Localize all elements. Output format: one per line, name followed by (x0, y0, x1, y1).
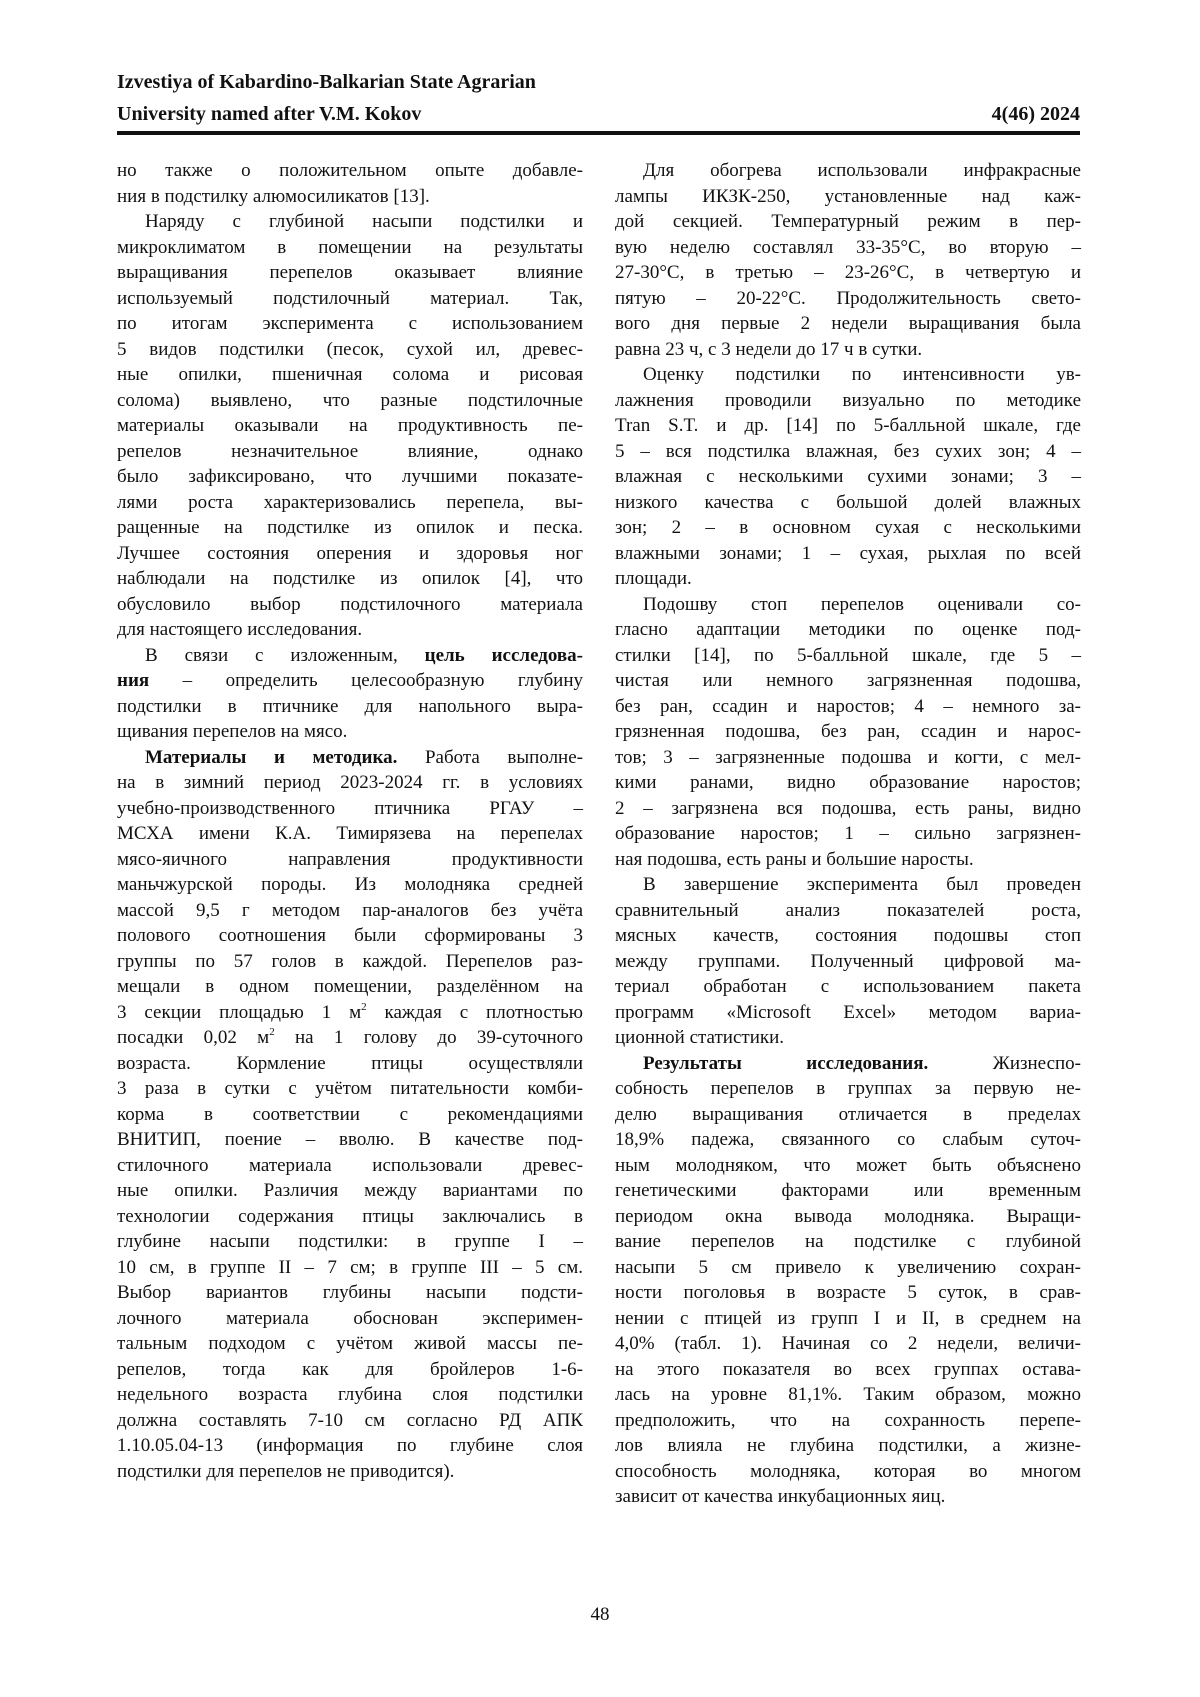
text-line: мясных качеств, состояния подошвы стоп (615, 923, 1081, 949)
text-line: Оценку подстилки по интенсивности ув- (615, 362, 1081, 388)
text-line (117, 643, 583, 669)
paragraph (615, 158, 1081, 362)
paragraph (615, 592, 1081, 873)
text-line: 10 см, в группе II – 7 см; в группе III – 5 см. (117, 1255, 583, 1281)
text-line: пятую – 20-22°С. Продолжительность свето- (615, 286, 1081, 312)
text-line: лов влияла не глубина подстилки, а жизне- (615, 1433, 1081, 1459)
text-run: Жизнеспо- (928, 1053, 1081, 1074)
text-line: лампы ИКЗК-250, установленные над каж- (615, 184, 1081, 210)
text-run: Работа выполне- (397, 747, 583, 768)
text-line: ная подошва, есть раны и большие наросты. (615, 847, 1081, 873)
text-line: образование наростов; 1 – сильно загрязнен- (615, 821, 1081, 847)
text-line: солома) выявлено, что разные подстилочные (117, 388, 583, 414)
text-line: 27-30°С, в третью – 23-26°С, в четвертую и (615, 260, 1081, 286)
text-line: репелов незначительное влияние, однако (117, 439, 583, 465)
text-line (117, 1025, 583, 1051)
text-line: учебно-производственного птичника РГАУ – (117, 796, 583, 822)
text-line: без ран, ссадин и наростов; 4 – немного за- (615, 694, 1081, 720)
text-line: мещали в одном помещении, разделённом на (117, 974, 583, 1000)
paragraph (117, 745, 583, 1485)
text-line: маньчжурской породы. Из молодняка средней (117, 872, 583, 898)
text-line: кими ранами, видно образование наростов; (615, 770, 1081, 796)
text-line: обусловило выбор подстилочного материала (117, 592, 583, 618)
text-line (117, 745, 583, 771)
text-line: вого дня первые 2 недели выращивания была (615, 311, 1081, 337)
text-line: ционной статистики. (615, 1025, 1081, 1051)
text-line: используемый подстилочный материал. Так, (117, 286, 583, 312)
text-line: Выбор вариантов глубины насыпи подсти- (117, 1280, 583, 1306)
right-column (615, 158, 1081, 1510)
paragraph (615, 872, 1081, 1051)
text-line: мясо-яичного направления продуктивности (117, 847, 583, 873)
text-line: недельного возраста глубина слоя подстилки (117, 1382, 583, 1408)
text-line: равна 23 ч, с 3 недели до 17 ч в сутки. (615, 337, 1081, 363)
paragraph (615, 1051, 1081, 1510)
text-line: на этого показателя во всех группах остава- (615, 1357, 1081, 1383)
page-number: 48 (0, 1604, 1200, 1626)
text-line: стилочного материала использовали древес- (117, 1153, 583, 1179)
text-line: чистая или немного загрязненная подошва, (615, 668, 1081, 694)
text-line: МСХА имени К.А. Тимирязева на перепелах (117, 821, 583, 847)
text-run: каждая с плотностью (367, 1002, 583, 1023)
text-line: программ «Microsoft Excel» методом вариа- (615, 1000, 1081, 1026)
text-line: вание перепелов на подстилке с глубиной (615, 1229, 1081, 1255)
text-line: лями роста характеризовались перепела, вы- (117, 490, 583, 516)
text-line: ные опилки, пшеничная солома и рисовая (117, 362, 583, 388)
text-line: влажная с несколькими сухими зонами; 3 – (615, 464, 1081, 490)
bold-text: Материалы и методика. (145, 747, 397, 768)
header-divider (117, 131, 1080, 135)
bold-text: ния (117, 670, 149, 691)
text-line: Tran S.T. и др. [14] по 5-балльной шкале, где (615, 413, 1081, 439)
text-line: тальным подходом с учётом живой массы пе- (117, 1331, 583, 1357)
text-line: корма в соответствии с рекомендациями (117, 1102, 583, 1128)
text-line: материалы оказывали на продуктивность пе- (117, 413, 583, 439)
text-line: группы по 57 голов в каждой. Перепелов раз- (117, 949, 583, 975)
text-line: генетическими факторами или временным (615, 1178, 1081, 1204)
text-line: териал обработан с использованием пакета (615, 974, 1081, 1000)
text-line: ВНИТИП, поение – вволю. В качестве под- (117, 1127, 583, 1153)
journal-title-line2: University named after V.M. Kokov (117, 98, 1080, 130)
issue-number: 4(46) 2024 (992, 98, 1080, 130)
text-line: 5 видов подстилки (песок, сухой ил, древес- (117, 337, 583, 363)
text-line: сравнительный анализ показателей роста, (615, 898, 1081, 924)
text-line: 2 – загрязнена вся подошва, есть раны, видно (615, 796, 1081, 822)
bold-text: цель исследова- (425, 645, 583, 666)
text-line: Наряду с глубиной насыпи подстилки и (117, 209, 583, 235)
text-line: дой секцией. Температурный режим в пер- (615, 209, 1081, 235)
text-line: ные опилки. Различия между вариантами по (117, 1178, 583, 1204)
text-line: 3 раза в сутки с учётом питательности комби- (117, 1076, 583, 1102)
text-line: на в зимний период 2023-2024 гг. в условиях (117, 770, 583, 796)
text-line: площади. (615, 566, 1081, 592)
text-line: Лучшее состояния оперения и здоровья ног (117, 541, 583, 567)
text-line: 5 – вся подстилка влажная, без сухих зон; 4 – (615, 439, 1081, 465)
text-run: – определить целесообразную глубину (149, 670, 583, 691)
text-run: В связи с изложенным, (145, 645, 425, 666)
text-line: выращивания перепелов оказывает влияние (117, 260, 583, 286)
text-line (117, 1000, 583, 1026)
text-line: технологии содержания птицы заключались в (117, 1204, 583, 1230)
text-line (117, 668, 583, 694)
text-line: вую неделю составлял 33-35°С, во вторую – (615, 235, 1081, 261)
text-line: должна составлять 7-10 см согласно РД АПК (117, 1408, 583, 1434)
text-line: тов; 3 – загрязненные подошва и когти, с мел- (615, 745, 1081, 771)
superscript: 2 (361, 1001, 367, 1013)
text-line: делю выращивания отличается в пределах (615, 1102, 1081, 1128)
text-line: В завершение эксперимента был проведен (615, 872, 1081, 898)
text-line: глубине насыпи подстилки: в группе I – (117, 1229, 583, 1255)
paragraph (117, 158, 583, 209)
running-header (117, 66, 1080, 130)
text-line: Подошву стоп перепелов оценивали со- (615, 592, 1081, 618)
text-line: предположить, что на сохранность перепе- (615, 1408, 1081, 1434)
text-line: подстилки для перепелов не приводится). (117, 1459, 583, 1485)
paragraph (117, 209, 583, 643)
text-line: лась на уровне 81,1%. Таким образом, можно (615, 1382, 1081, 1408)
text-line: по итогам эксперимента с использованием (117, 311, 583, 337)
text-line: лочного материала обоснован эксперимен- (117, 1306, 583, 1332)
text-line: массой 9,5 г методом пар-аналогов без учёта (117, 898, 583, 924)
text-line: ния в подстилку алюмосиликатов [13]. (117, 184, 583, 210)
text-run: 3 секции площадью 1 м (117, 1002, 361, 1023)
text-line: ращенные на подстилке из опилок и песка. (117, 515, 583, 541)
text-line: грязненная подошва, без ран, ссадин и нарос- (615, 719, 1081, 745)
text-line: насыпи 5 см привело к увеличению сохран- (615, 1255, 1081, 1281)
text-line: микроклиматом в помещении на результаты (117, 235, 583, 261)
text-line: щивания перепелов на мясо. (117, 719, 583, 745)
left-column (117, 158, 583, 1484)
text-line: 1.10.05.04-13 (информация по глубине слоя (117, 1433, 583, 1459)
text-line: низкого качества с большой долей влажных (615, 490, 1081, 516)
text-line: гласно адаптации методики по оценке под- (615, 617, 1081, 643)
text-line: 18,9% падежа, связанного со слабым суточ- (615, 1127, 1081, 1153)
text-line: способность молодняка, которая во многом (615, 1459, 1081, 1485)
text-line: репелов, тогда как для бройлеров 1-6- (117, 1357, 583, 1383)
text-line: стилки [14], по 5-балльной шкале, где 5 – (615, 643, 1081, 669)
text-line: периодом окна вывода молодняка. Выращи- (615, 1204, 1081, 1230)
text-line: зависит от качества инкубационных яиц. (615, 1484, 1081, 1510)
text-line: влажными зонами; 1 – сухая, рыхлая по всей (615, 541, 1081, 567)
text-line: ности поголовья в возрасте 5 суток, в срав- (615, 1280, 1081, 1306)
text-line: зон; 2 – в основном сухая с несколькими (615, 515, 1081, 541)
paragraph (117, 643, 583, 745)
text-line: наблюдали на подстилке из опилок [4], что (117, 566, 583, 592)
text-line: подстилки в птичнике для напольного выра- (117, 694, 583, 720)
text-line: ным молодняком, что может быть объяснено (615, 1153, 1081, 1179)
text-line: было зафиксировано, что лучшими показате- (117, 464, 583, 490)
text-line: лажнения проводили визуально по методике (615, 388, 1081, 414)
text-line: Для обогрева использовали инфракрасные (615, 158, 1081, 184)
paragraph (615, 362, 1081, 592)
text-run: посадки 0,02 м (117, 1027, 269, 1048)
text-line: собность перепелов в группах за первую не- (615, 1076, 1081, 1102)
journal-title-line1: Izvestiya of Kabardino-Balkarian State Agrarian (117, 66, 1080, 98)
text-run: на 1 голову до 39-суточного (275, 1027, 583, 1048)
text-line: между группами. Полученный цифровой ма- (615, 949, 1081, 975)
superscript: 2 (269, 1026, 275, 1038)
text-line: нении с птицей из групп I и II, в среднем на (615, 1306, 1081, 1332)
text-line: возраста. Кормление птицы осуществляли (117, 1051, 583, 1077)
text-line (615, 1051, 1081, 1077)
text-line: 4,0% (табл. 1). Начиная со 2 недели, величи- (615, 1331, 1081, 1357)
text-line: для настоящего исследования. (117, 617, 583, 643)
text-line: полового соотношения были сформированы 3 (117, 923, 583, 949)
bold-text: Результаты исследования. (643, 1053, 928, 1074)
text-line: но также о положительном опыте добавле- (117, 158, 583, 184)
